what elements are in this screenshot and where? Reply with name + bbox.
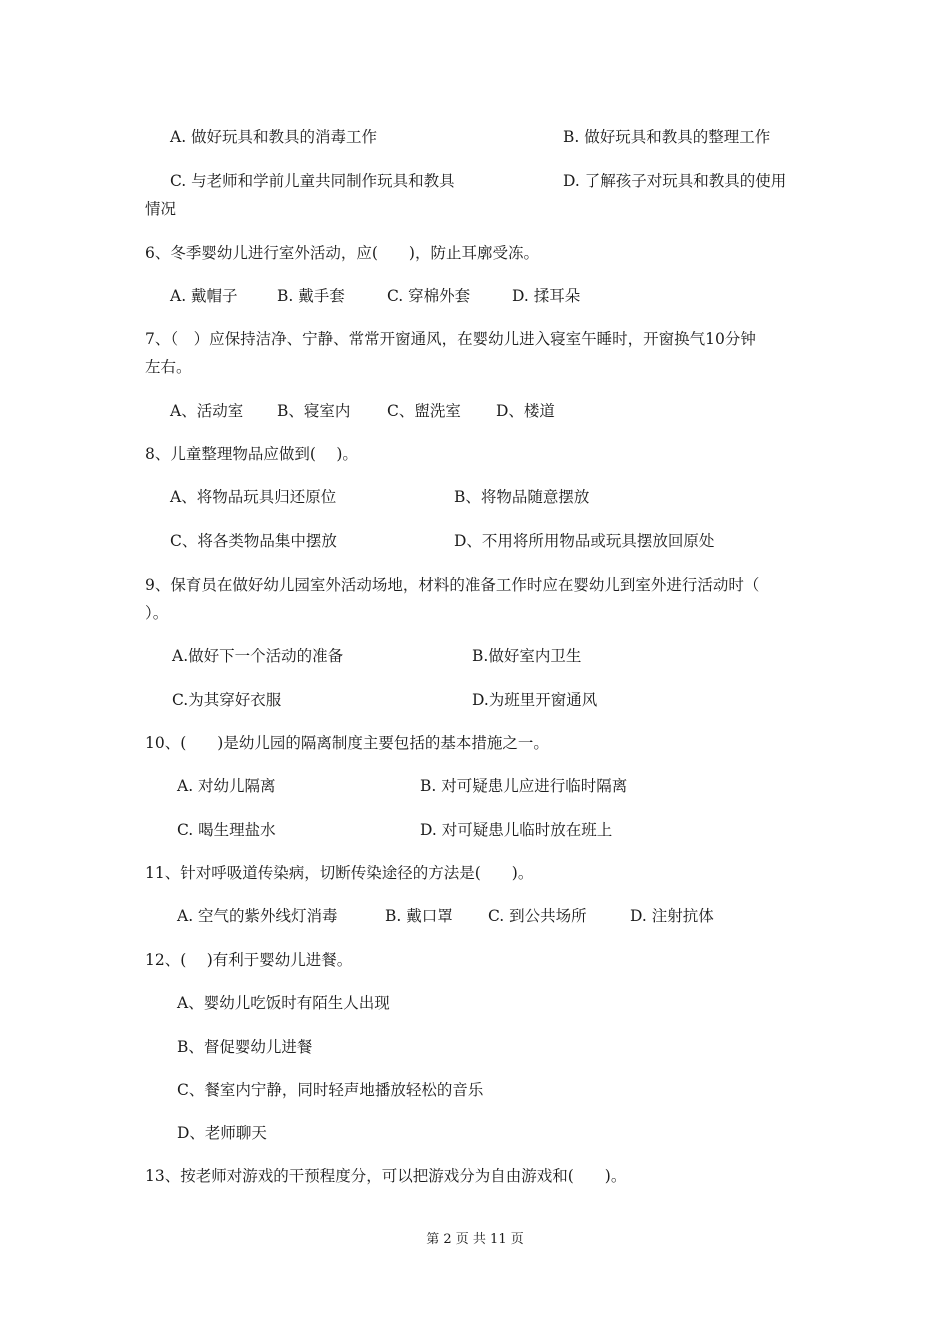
- q7-option-c: C、盥洗室: [387, 402, 461, 420]
- q5-option-d: D. 了解孩子对玩具和教具的使用: [563, 172, 787, 190]
- q11-stem: 11、针对呼吸道传染病，切断传染途径的方法是( )。: [145, 864, 534, 882]
- q7-option-a: A、活动室: [170, 402, 244, 420]
- q6-option-c: C. 穿棉外套: [387, 287, 471, 305]
- q9-option-c: C.为其穿好衣服: [172, 691, 282, 709]
- q12-option-d: D、老师聊天: [177, 1124, 267, 1142]
- q11-option-b: B. 戴口罩: [385, 907, 453, 925]
- q12-option-a: A、婴幼儿吃饭时有陌生人出现: [177, 994, 390, 1012]
- q10-option-d: D. 对可疑患儿临时放在班上: [420, 821, 613, 839]
- q10-option-b: B. 对可疑患儿应进行临时隔离: [420, 777, 628, 795]
- q12-option-c: C、餐室内宁静，同时轻声地播放轻松的音乐: [177, 1081, 484, 1099]
- q7-stem-continuation: 左右。: [145, 358, 192, 376]
- q5-option-d-continuation: 情况: [145, 200, 177, 218]
- q7-option-b: B、寝室内: [277, 402, 351, 420]
- q6-option-d: D. 揉耳朵: [512, 287, 581, 305]
- q7-stem: 7、（ ）应保持洁净、宁静、常常开窗通风，在婴幼儿进入寝室午睡时，开窗换气10分钟: [145, 330, 756, 348]
- q13-stem: 13、按老师对游戏的干预程度分，可以把游戏分为自由游戏和( )。: [145, 1167, 627, 1185]
- page-number-footer: 第 2 页 共 11 页: [426, 1232, 524, 1247]
- q12-stem: 12、( )有利于婴幼儿进餐。: [145, 951, 353, 969]
- q5-option-a: A. 做好玩具和教具的消毒工作: [170, 128, 378, 146]
- q8-stem: 8、儿童整理物品应做到( )。: [145, 445, 358, 463]
- q12-option-b: B、督促婴幼儿进餐: [177, 1038, 313, 1056]
- q8-option-a: A、将物品玩具归还原位: [170, 488, 337, 506]
- q9-option-d: D.为班里开窗通风: [472, 691, 598, 709]
- q5-option-b: B. 做好玩具和教具的整理工作: [563, 128, 771, 146]
- q6-stem: 6、冬季婴幼儿进行室外活动，应( )，防止耳廓受冻。: [145, 244, 539, 262]
- q5-option-c: C. 与老师和学前儿童共同制作玩具和教具: [170, 172, 455, 190]
- q10-stem: 10、( )是幼儿园的隔离制度主要包括的基本措施之一。: [145, 734, 549, 752]
- q11-option-c: C. 到公共场所: [488, 907, 587, 925]
- q6-option-b: B. 戴手套: [277, 287, 345, 305]
- q8-option-d: D、不用将所用物品或玩具摆放回原处: [454, 532, 715, 550]
- q10-option-a: A. 对幼儿隔离: [177, 777, 276, 795]
- q8-option-c: C、将各类物品集中摆放: [170, 532, 337, 550]
- q9-stem-continuation: ）。: [145, 604, 169, 622]
- q7-option-d: D、楼道: [496, 402, 555, 420]
- q10-option-c: C. 喝生理盐水: [177, 821, 276, 839]
- q9-stem: 9、保育员在做好幼儿园室外活动场地，材料的准备工作时应在婴幼儿到室外进行活动时（: [145, 576, 760, 594]
- q9-option-b: B.做好室内卫生: [472, 647, 582, 665]
- q11-option-d: D. 注射抗体: [630, 907, 714, 925]
- q9-option-a: A.做好下一个活动的准备: [172, 647, 344, 665]
- q8-option-b: B、将物品随意摆放: [454, 488, 590, 506]
- q11-option-a: A. 空气的紫外线灯消毒: [177, 907, 338, 925]
- q6-option-a: A. 戴帽子: [170, 287, 238, 305]
